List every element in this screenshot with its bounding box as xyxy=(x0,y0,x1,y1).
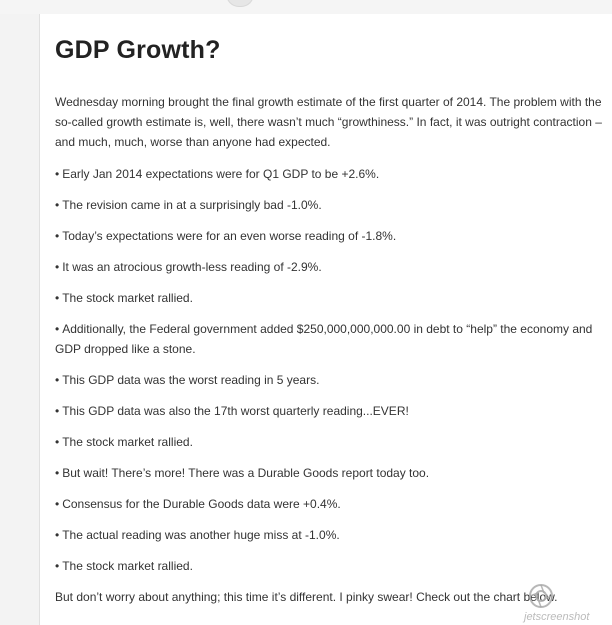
bullet-text: Consensus for the Durable Goods data were +0.4%. xyxy=(62,497,341,511)
bullet-dot: • xyxy=(55,322,60,336)
camera-aperture-icon xyxy=(528,583,554,609)
watermark xyxy=(524,583,608,623)
bullet-text: Today’s expectations were for an even worse reading of -1.8%. xyxy=(62,229,397,243)
article-container xyxy=(39,14,612,625)
bullet-text: The stock market rallied. xyxy=(62,435,193,449)
list-item xyxy=(55,257,595,277)
bullet-text: Additionally, the Federal government added $250,000,000,000.00 in debt to “help” the economy and GDP dropped like a stone. xyxy=(55,322,593,356)
list-item xyxy=(55,525,595,545)
bullet-dot: • xyxy=(55,229,60,243)
top-scroll-knob[interactable] xyxy=(226,0,254,7)
article-intro: Wednesday morning brought the final growth estimate of the first quarter of 2014. The problem with the so-called growth estimate is, well, there wasn’t much “growthiness.” In fact, it was outright contraction – and much, much, worse than anyone had expected. xyxy=(55,95,602,149)
bullet-text: Early Jan 2014 expectations were for Q1 GDP to be +2.6%. xyxy=(62,167,380,181)
bullet-dot: • xyxy=(55,559,60,573)
bullet-text: The actual reading was another huge miss at -1.0%. xyxy=(62,528,340,542)
list-item xyxy=(55,319,595,359)
bullet-text: The revision came in at a surprisingly bad -1.0%. xyxy=(62,198,322,212)
list-item xyxy=(55,288,595,308)
bullet-dot: • xyxy=(55,528,60,542)
list-item xyxy=(55,494,595,514)
bullet-text: This GDP data was also the 17th worst quarterly reading...EVER! xyxy=(62,404,409,418)
bullet-text: This GDP data was the worst reading in 5 years. xyxy=(62,373,320,387)
bullet-dot: • xyxy=(55,198,60,212)
list-item xyxy=(55,556,595,576)
bullet-dot: • xyxy=(55,466,60,480)
bullet-text: It was an atrocious growth-less reading of -2.9%. xyxy=(62,260,322,274)
bullet-dot: • xyxy=(55,373,60,387)
bullet-dot: • xyxy=(55,435,60,449)
list-item xyxy=(55,370,595,390)
bullet-text: The stock market rallied. xyxy=(62,559,193,573)
bullet-dot: • xyxy=(55,167,60,181)
list-item xyxy=(55,401,595,421)
bullet-dot: • xyxy=(55,291,60,305)
article-title: GDP Growth? xyxy=(55,36,221,64)
list-item xyxy=(55,432,595,452)
bullet-dot: • xyxy=(55,404,60,418)
watermark-text: jetscreenshot xyxy=(524,611,590,623)
article-outro: But don’t worry about anything; this time it’s different. I pinky swear! Check out the chart below. xyxy=(55,590,558,604)
bullet-dot: • xyxy=(55,497,60,511)
bullet-dot: • xyxy=(55,260,60,274)
bullet-text: But wait! There’s more! There was a Durable Goods report today too. xyxy=(62,466,430,480)
list-item xyxy=(55,463,595,483)
bullet-list xyxy=(55,164,612,576)
list-item xyxy=(55,164,595,184)
top-strip xyxy=(0,0,612,14)
list-item xyxy=(55,195,595,215)
bullet-text: The stock market rallied. xyxy=(62,291,193,305)
list-item xyxy=(55,226,595,246)
